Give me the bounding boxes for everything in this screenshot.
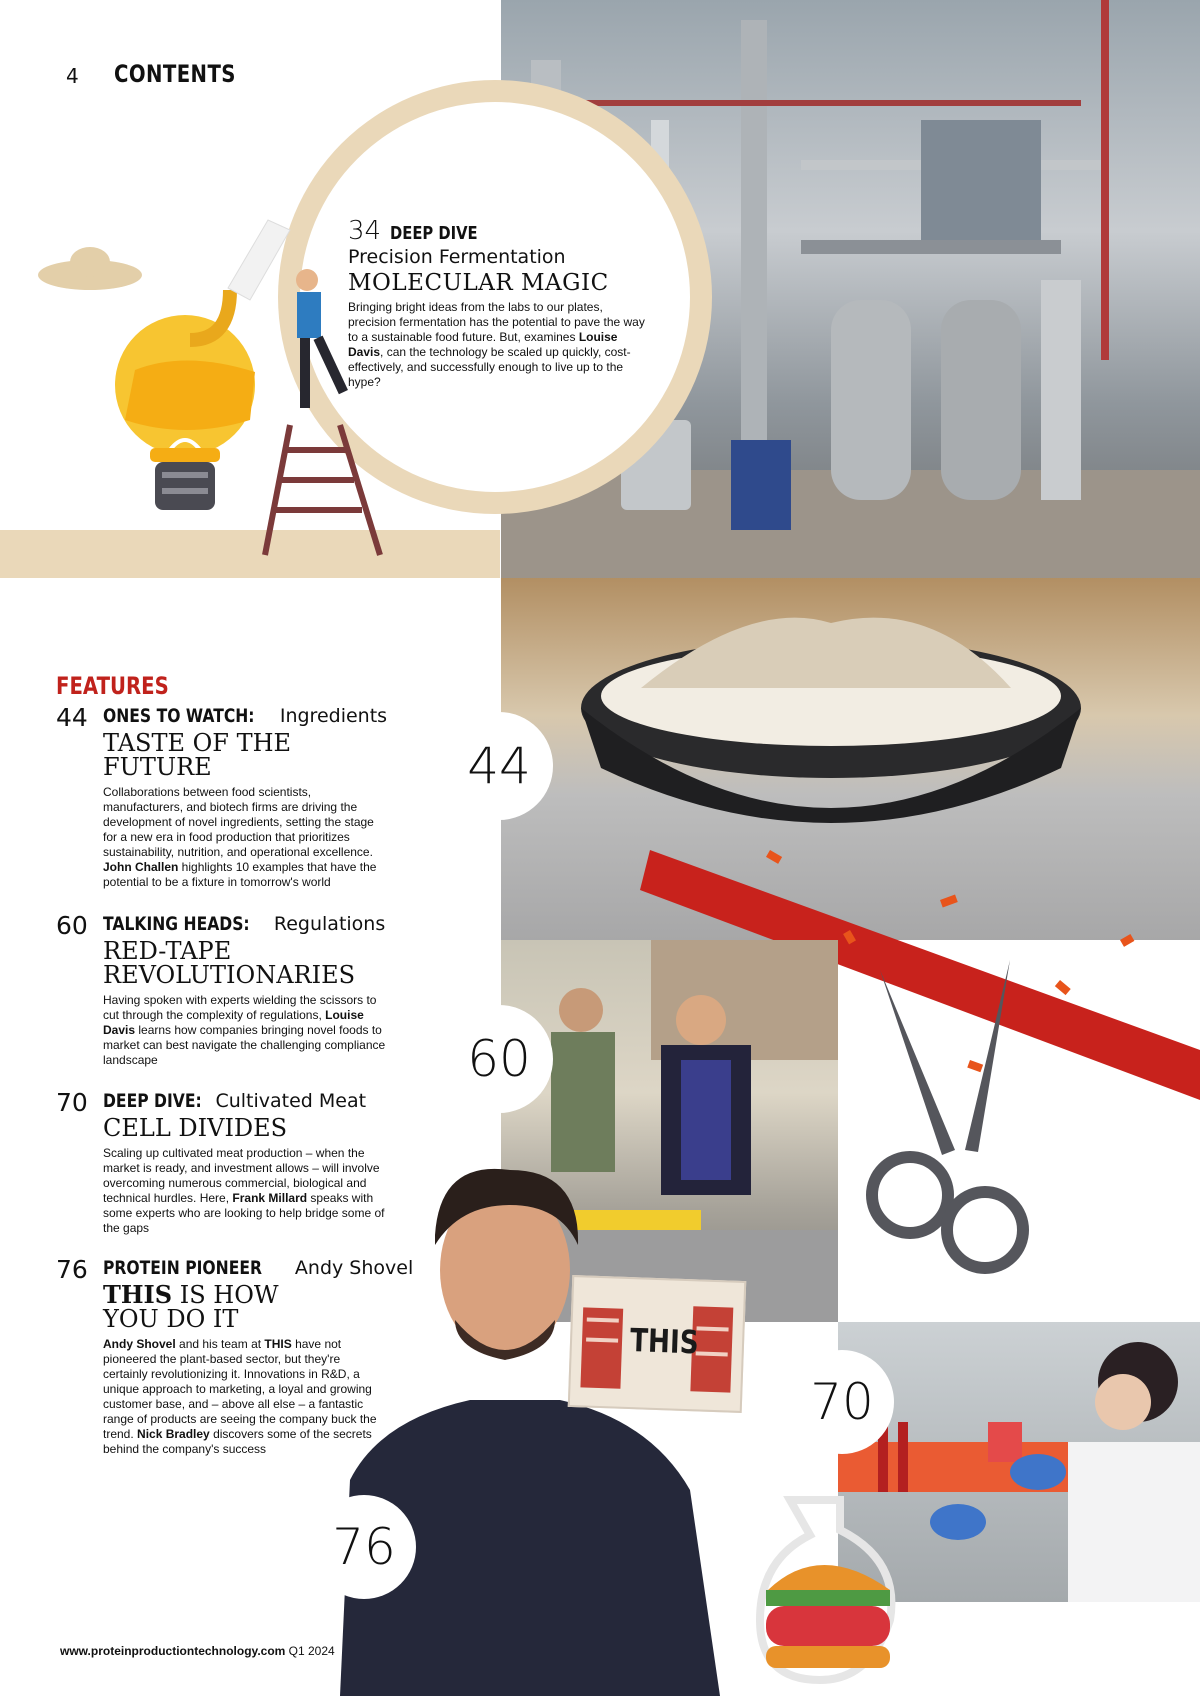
feature-headline: TASTE OF THE FUTURE bbox=[103, 729, 292, 781]
feature-page-number: 60 bbox=[56, 911, 88, 940]
feature-headline: CELL DIVIDES bbox=[103, 1114, 288, 1142]
cloud-icon bbox=[38, 247, 142, 290]
feature-kicker: TALKING HEADS: bbox=[103, 913, 250, 935]
feature-kicker: ONES TO WATCH: bbox=[103, 705, 255, 727]
lead-page-number: 34 bbox=[348, 216, 382, 246]
feature-summary: Andy Shovel and his team at THIS have not pioneered the plant-based sector, but they're certainly revolutionizing it. Innovations in R&D, a unique approach to marketing, a loyal and growing customer base, and – above all else – a fantastic range of products are seeing the company buck the trend. Nick Bradley discovers some of the secrets behind the company's success bbox=[103, 1337, 377, 1456]
bubble-76: 76 bbox=[312, 1495, 416, 1599]
lead-kicker: DEEP DIVE bbox=[390, 223, 478, 244]
scissors-icon bbox=[860, 950, 1060, 1280]
footer bbox=[60, 1644, 335, 1658]
feature-subtitle: Ingredients bbox=[279, 705, 388, 727]
feature-subtitle: Andy Shovel bbox=[294, 1257, 414, 1279]
lead-headline: MOLECULAR MAGIC bbox=[348, 270, 609, 296]
feature-subtitle: Regulations bbox=[273, 913, 386, 935]
features-heading: FEATURES bbox=[56, 672, 169, 700]
this-product-package bbox=[568, 1275, 747, 1413]
feature-item-44[interactable] bbox=[56, 705, 386, 890]
page-number: 4 bbox=[66, 64, 79, 88]
bubble-44: 44 bbox=[445, 712, 553, 820]
lead-author: Louise Davis bbox=[348, 330, 618, 359]
footer-url[interactable]: www.proteinproductiontechnology.com bbox=[60, 1644, 286, 1658]
page-title: CONTENTS bbox=[114, 60, 236, 88]
feature-page-number: 70 bbox=[56, 1088, 88, 1117]
feature-kicker: DEEP DIVE: bbox=[103, 1090, 202, 1112]
lead-subtitle: Precision Fermentation bbox=[348, 246, 566, 268]
feature-subtitle: Cultivated Meat bbox=[215, 1090, 367, 1112]
feature-headline: RED-TAPE REVOLUTIONARIES bbox=[103, 937, 356, 989]
person-figure bbox=[296, 269, 348, 408]
feature-summary: Collaborations between food scientists, manufacturers, and biotech firms are driving the development of novel ingredients, setting the stage for a new era in food production that prioritizes sustainability, nutrition, and operational excellence. John Challen highlights 10 examples that have the potential to be a fixture in tomorrow's world bbox=[103, 785, 377, 889]
lead-summary: Bringing bright ideas from the labs to our plates, precision fermentation has the potential to pave the way to a sustainable food future. But, examines Louise Davis, can the technology be scaled up quickly, cost-effectively, and successfully enough to live up to the hype? bbox=[348, 300, 645, 389]
feature-summary: Scaling up cultivated meat production – when the market is ready, and investment allows – will involve overcoming numerous commercial, biological and technical hurdles. Here, Frank Millard speaks with some experts who are looking to help bridge some of the gaps bbox=[103, 1146, 385, 1235]
feature-author: Nick Bradley bbox=[137, 1427, 210, 1441]
feature-page-number: 76 bbox=[56, 1255, 88, 1284]
feature-item-70[interactable] bbox=[56, 1090, 386, 1236]
feature-author: John Challen bbox=[103, 860, 179, 874]
feature-author: Louise Davis bbox=[103, 1008, 364, 1037]
lightbulb-icon bbox=[115, 290, 255, 510]
feature-headline: THIS IS HOW YOU DO IT bbox=[103, 1280, 279, 1333]
feature-summary: Having spoken with experts wielding the scissors to cut through the complexity of regulations, Louise Davis learns how companies bringing novel foods to market can best navigate the challenging compliance landscape bbox=[103, 993, 386, 1067]
footer-issue: Q1 2024 bbox=[285, 1644, 335, 1658]
lead-story[interactable] bbox=[348, 216, 648, 390]
feature-page-number: 44 bbox=[56, 703, 88, 732]
feature-item-76[interactable] bbox=[56, 1255, 414, 1457]
feature-kicker: PROTEIN PIONEER bbox=[103, 1257, 262, 1279]
bubble-70: 70 bbox=[790, 1350, 894, 1454]
burger-flask-icon bbox=[750, 1490, 920, 1690]
bubble-60: 60 bbox=[445, 1005, 553, 1113]
feature-item-60[interactable] bbox=[56, 913, 386, 1068]
feature-author: Frank Millard bbox=[232, 1191, 308, 1205]
package-brand: THIS bbox=[629, 1321, 700, 1362]
